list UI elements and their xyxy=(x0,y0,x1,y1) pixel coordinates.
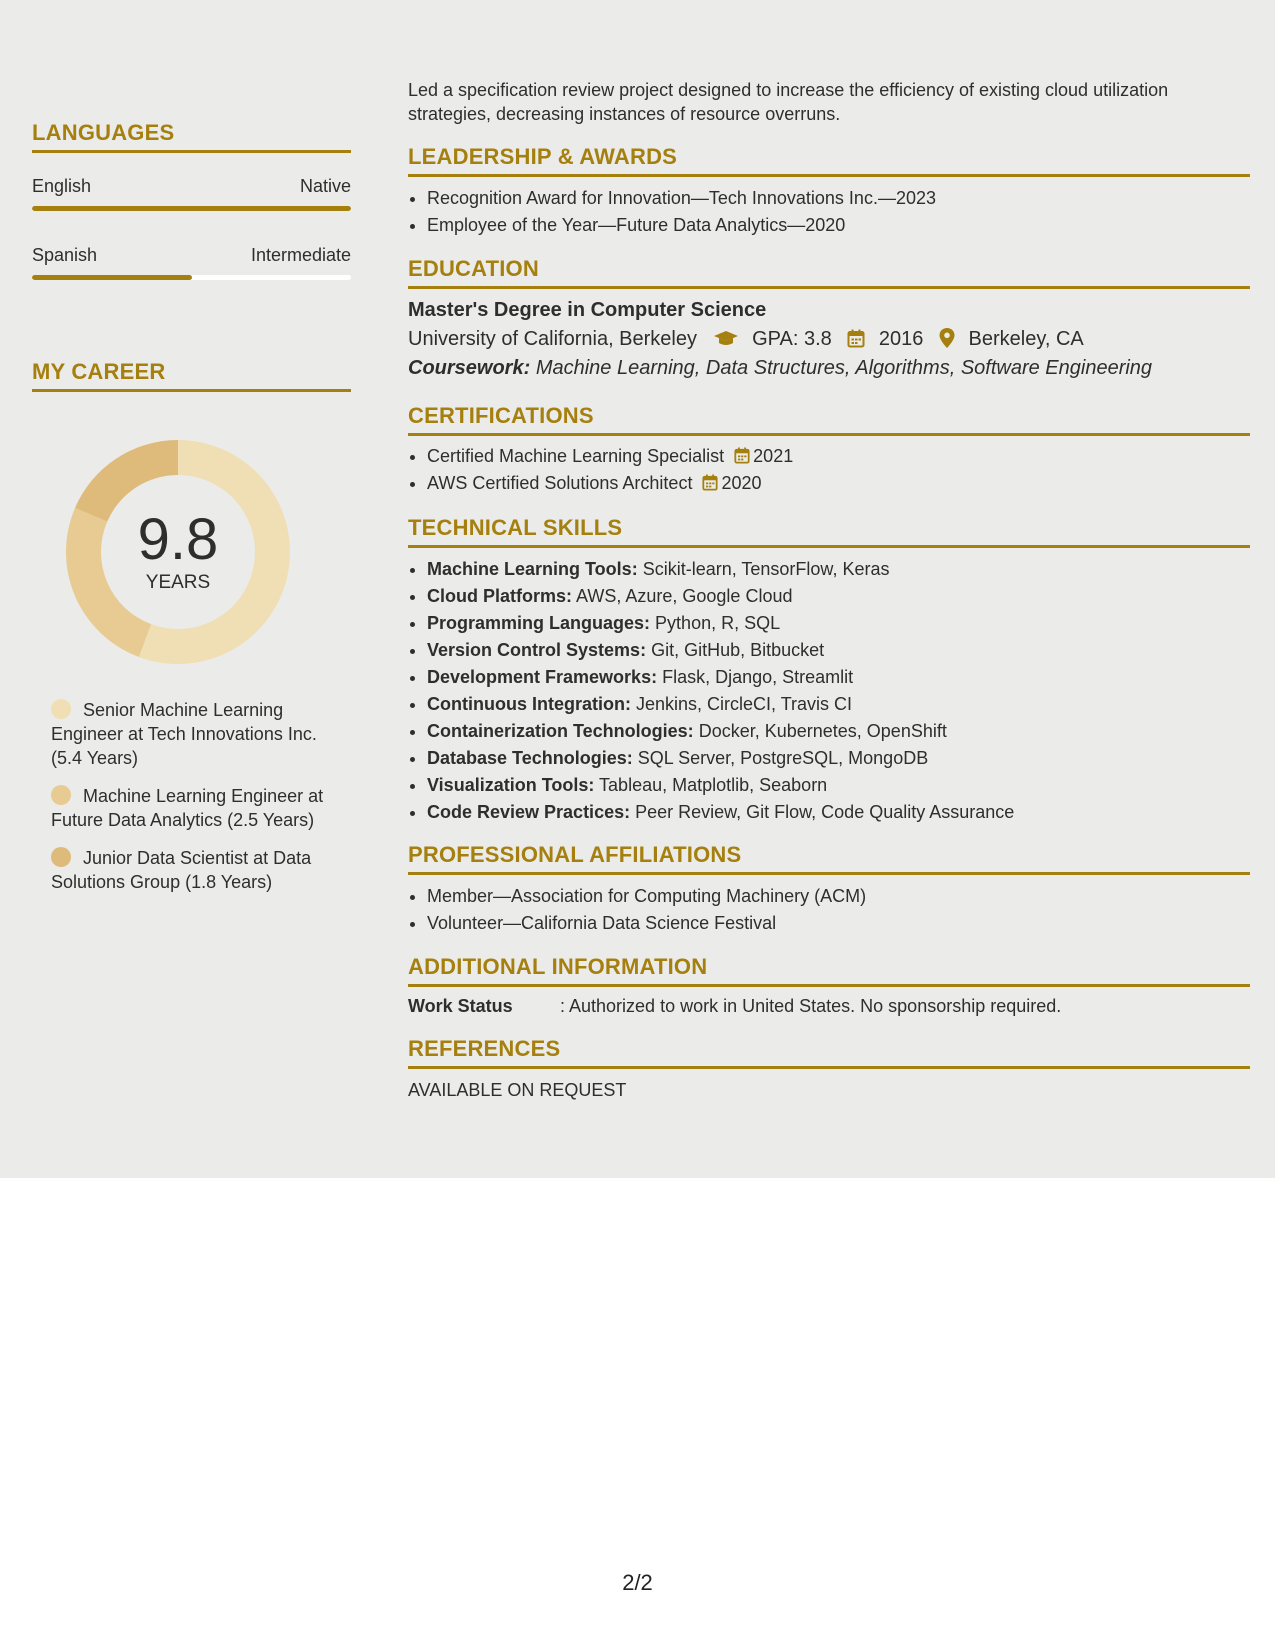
skill-label: Version Control Systems: xyxy=(427,640,647,660)
language-level: Intermediate xyxy=(250,245,351,265)
calendar-icon xyxy=(847,329,865,348)
certification-year: 2020 xyxy=(721,473,762,493)
legend-dot-icon xyxy=(51,785,71,805)
languages-heading: LANGUAGES xyxy=(32,120,351,153)
affiliations-heading: PROFESSIONAL AFFILIATIONS xyxy=(408,842,1250,875)
affiliations-list xyxy=(408,883,1250,937)
education-school: University of California, Berkeley xyxy=(408,328,697,350)
career-role-label: Machine Learning Engineer at Future Data Analytics (2.5 Years) xyxy=(51,786,324,830)
education-degree: Master's Degree in Computer Science xyxy=(408,299,767,321)
career-total-years: 9.8 xyxy=(137,507,219,572)
language-proficiency-fill xyxy=(32,206,351,211)
calendar-icon xyxy=(734,447,750,464)
legend-dot-icon xyxy=(51,847,71,867)
skill-label: Visualization Tools: xyxy=(427,775,595,795)
skill-label: Database Technologies: xyxy=(427,748,633,768)
list-item: • Volunteer—California Data Science Festival xyxy=(427,910,1250,937)
skill-value: Tableau, Matplotlib, Seaborn xyxy=(599,775,828,795)
skill-label: Machine Learning Tools: xyxy=(427,559,638,579)
career-legend-item xyxy=(51,846,341,894)
career-role-label: Junior Data Scientist at Data Solutions Group (1.8 Years) xyxy=(51,848,312,892)
list-item xyxy=(427,470,1250,497)
skill-value: Flask, Django, Streamlit xyxy=(662,667,854,687)
education-details xyxy=(408,328,1250,351)
skill-label: Containerization Technologies: xyxy=(427,721,694,741)
education-coursework xyxy=(408,357,1250,380)
references-text: AVAILABLE ON REQUEST xyxy=(408,1080,627,1100)
career-total-unit: YEARS xyxy=(145,572,211,593)
affiliations-section xyxy=(408,842,1250,937)
skills-list xyxy=(408,556,1250,826)
skill-value: Jenkins, CircleCI, Travis CI xyxy=(635,694,853,714)
skill-item xyxy=(427,556,1250,583)
skill-item xyxy=(427,637,1250,664)
coursework-value: Machine Learning, Data Structures, Algorithms, Software Engineering xyxy=(535,357,1153,379)
education-year: 2016 xyxy=(878,328,924,350)
skill-item xyxy=(427,583,1250,610)
skill-value: Scikit-learn, TensorFlow, Keras xyxy=(642,559,890,579)
skill-value: SQL Server, PostgreSQL, MongoDB xyxy=(637,748,929,768)
list-item: • Recognition Award for Innovation—Tech Innovations Inc.—2023 xyxy=(427,185,1250,212)
language-level: Native xyxy=(299,176,351,196)
work-status xyxy=(408,996,1250,1017)
work-status-label: Work Status xyxy=(408,996,513,1016)
coursework-label: Coursework: xyxy=(408,357,531,379)
additional-info-section xyxy=(408,954,1250,1017)
certifications-heading: CERTIFICATIONS xyxy=(408,403,1250,436)
leadership-heading: LEADERSHIP & AWARDS xyxy=(408,144,1250,177)
skill-item xyxy=(427,610,1250,637)
page-number: 2/2 xyxy=(622,1570,653,1595)
references-section xyxy=(408,1036,1250,1101)
language-proficiency-fill xyxy=(32,275,192,280)
education-section xyxy=(408,256,1250,380)
certification-year: 2021 xyxy=(753,446,794,466)
skill-value: Docker, Kubernetes, OpenShift xyxy=(698,721,947,741)
skill-item xyxy=(427,772,1250,799)
skill-value: Python, R, SQL xyxy=(655,613,781,633)
education-gpa: GPA: 3.8 xyxy=(752,328,832,350)
certifications-list xyxy=(408,443,1250,497)
additional-info-heading: ADDITIONAL INFORMATION xyxy=(408,954,1250,987)
skill-item xyxy=(427,745,1250,772)
skill-label: Programming Languages: xyxy=(427,613,651,633)
career-legend xyxy=(51,698,341,908)
language-proficiency-bar xyxy=(32,206,351,211)
skill-value: AWS, Azure, Google Cloud xyxy=(576,586,793,606)
certifications-section xyxy=(408,403,1250,497)
skill-item xyxy=(427,691,1250,718)
career-legend-item xyxy=(51,698,341,770)
leadership-section xyxy=(408,144,1250,239)
language-name: Spanish xyxy=(32,245,98,265)
references-heading: REFERENCES xyxy=(408,1036,1250,1069)
list-item xyxy=(427,443,1250,470)
work-status-value: : Authorized to work in United States. No sponsorship required. xyxy=(560,996,1062,1016)
education-location: Berkeley, CA xyxy=(968,328,1084,350)
career-role-label: Senior Machine Learning Engineer at Tech Innovations Inc. (5.4 Years) xyxy=(51,700,317,768)
leadership-list xyxy=(408,185,1250,239)
experience-description: Led a specification review project designed to increase the efficiency of existing cloud utilization strategies, decreasing instances of resource overruns. xyxy=(408,80,1169,124)
graduation-cap-icon xyxy=(713,330,739,348)
career-donut-chart xyxy=(66,440,290,664)
skill-item xyxy=(427,664,1250,691)
calendar-icon xyxy=(702,474,718,491)
certification-name: Certified Machine Learning Specialist xyxy=(427,446,725,466)
career-total xyxy=(66,507,290,594)
skill-value: Git, GitHub, Bitbucket xyxy=(651,640,825,660)
list-item: • Member—Association for Computing Machinery (ACM) xyxy=(427,883,1250,910)
certification-name: AWS Certified Solutions Architect xyxy=(427,473,693,493)
skills-section xyxy=(408,515,1250,826)
skill-label: Continuous Integration: xyxy=(427,694,631,714)
language-name: English xyxy=(32,176,92,196)
skill-label: Code Review Practices: xyxy=(427,802,631,822)
legend-dot-icon xyxy=(51,699,71,719)
skill-label: Cloud Platforms: xyxy=(427,586,573,606)
education-heading: EDUCATION xyxy=(408,256,1250,289)
skill-item xyxy=(427,799,1250,826)
skill-item xyxy=(427,718,1250,745)
location-pin-icon xyxy=(939,328,955,348)
list-item: • Employee of the Year—Future Data Analytics—2020 xyxy=(427,212,1250,239)
skill-value: Peer Review, Git Flow, Code Quality Assurance xyxy=(635,802,1015,822)
career-legend-item xyxy=(51,784,341,832)
career-heading: MY CAREER xyxy=(32,359,351,392)
skills-heading: TECHNICAL SKILLS xyxy=(408,515,1250,548)
skill-label: Development Frameworks: xyxy=(427,667,658,687)
language-proficiency-bar xyxy=(32,275,351,280)
